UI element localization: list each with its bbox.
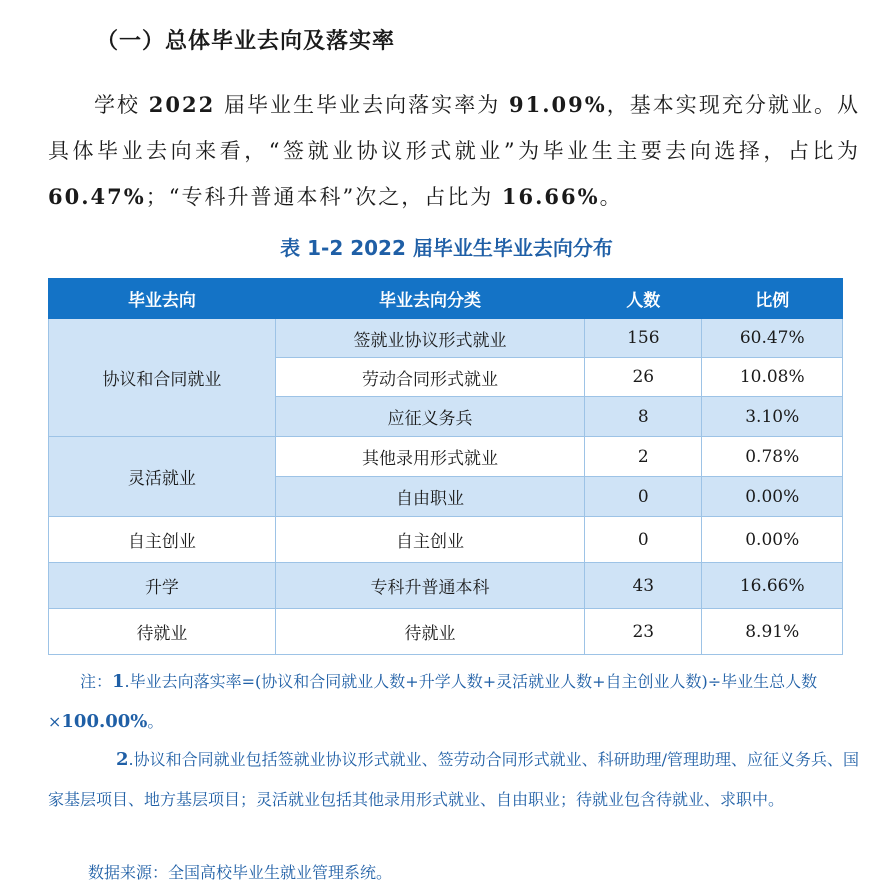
category-cell: 劳动合同形式就业	[275, 358, 584, 397]
count-cell: 43	[585, 563, 702, 609]
ratio-cell: 60.47%	[702, 319, 843, 358]
category-cell: 其他录用形式就业	[275, 437, 584, 477]
table-row	[49, 563, 843, 609]
category-cell: 待就业	[275, 609, 584, 655]
header-count: 人数	[585, 279, 702, 319]
group-cell: 待就业	[49, 609, 276, 655]
category-cell: 应征义务兵	[275, 397, 584, 437]
ratio-cell: 0.00%	[702, 517, 843, 563]
destination-table	[48, 278, 843, 655]
category-cell: 签就业协议形式就业	[275, 319, 584, 358]
ratio-cell: 0.00%	[702, 477, 843, 517]
ratio-cell: 10.08%	[702, 358, 843, 397]
table-row	[49, 609, 843, 655]
data-source: 数据来源：全国高校毕业生就业管理系统。	[88, 863, 393, 882]
category-cell: 自由职业	[275, 477, 584, 517]
table-row	[49, 319, 843, 358]
count-cell: 2	[585, 437, 702, 477]
table-title: 表 1-2 2022 届毕业生毕业去向分布	[280, 236, 613, 260]
group-cell: 协议和合同就业	[49, 319, 276, 437]
ratio-cell: 8.91%	[702, 609, 843, 655]
count-cell: 0	[585, 517, 702, 563]
table-header-row	[49, 279, 843, 319]
section-heading: （一）总体毕业去向及落实率	[96, 29, 396, 54]
ratio-cell: 16.66%	[702, 563, 843, 609]
count-cell: 156	[585, 319, 702, 358]
group-cell: 自主创业	[49, 517, 276, 563]
header-destination: 毕业去向	[49, 279, 276, 319]
table-row	[49, 517, 843, 563]
ratio-cell: 0.78%	[702, 437, 843, 477]
table-row	[49, 437, 843, 477]
header-ratio: 比例	[702, 279, 843, 319]
category-cell: 自主创业	[275, 517, 584, 563]
header-category: 毕业去向分类	[275, 279, 584, 319]
count-cell: 23	[585, 609, 702, 655]
group-cell: 升学	[49, 563, 276, 609]
summary-paragraph: 学校 2022 届毕业生毕业去向落实率为 91.09%，基本实现充分就业。从具体毕业去向来看，“签就业协议形式就业”为毕业生主要去向选择，占比为 60.47%；“专科升普通本科”次之，占比为 16.66%。	[48, 92, 860, 209]
count-cell: 8	[585, 397, 702, 437]
note-1: 注：1.毕业去向落实率=(协议和合同就业人数+升学人数+灵活就业人数+自主创业人数)÷毕业生总人数×100.00%。	[48, 671, 818, 732]
ratio-cell: 3.10%	[702, 397, 843, 437]
group-cell: 灵活就业	[49, 437, 276, 517]
count-cell: 26	[585, 358, 702, 397]
category-cell: 专科升普通本科	[275, 563, 584, 609]
note-2: 2.协议和合同就业包括签就业协议形式就业、签劳动合同形式就业、科研助理/管理助理、应征义务兵、国家基层项目、地方基层项目；灵活就业包括其他录用形式就业、自由职业；待就业包含待就业、求职中。	[48, 749, 860, 809]
count-cell: 0	[585, 477, 702, 517]
